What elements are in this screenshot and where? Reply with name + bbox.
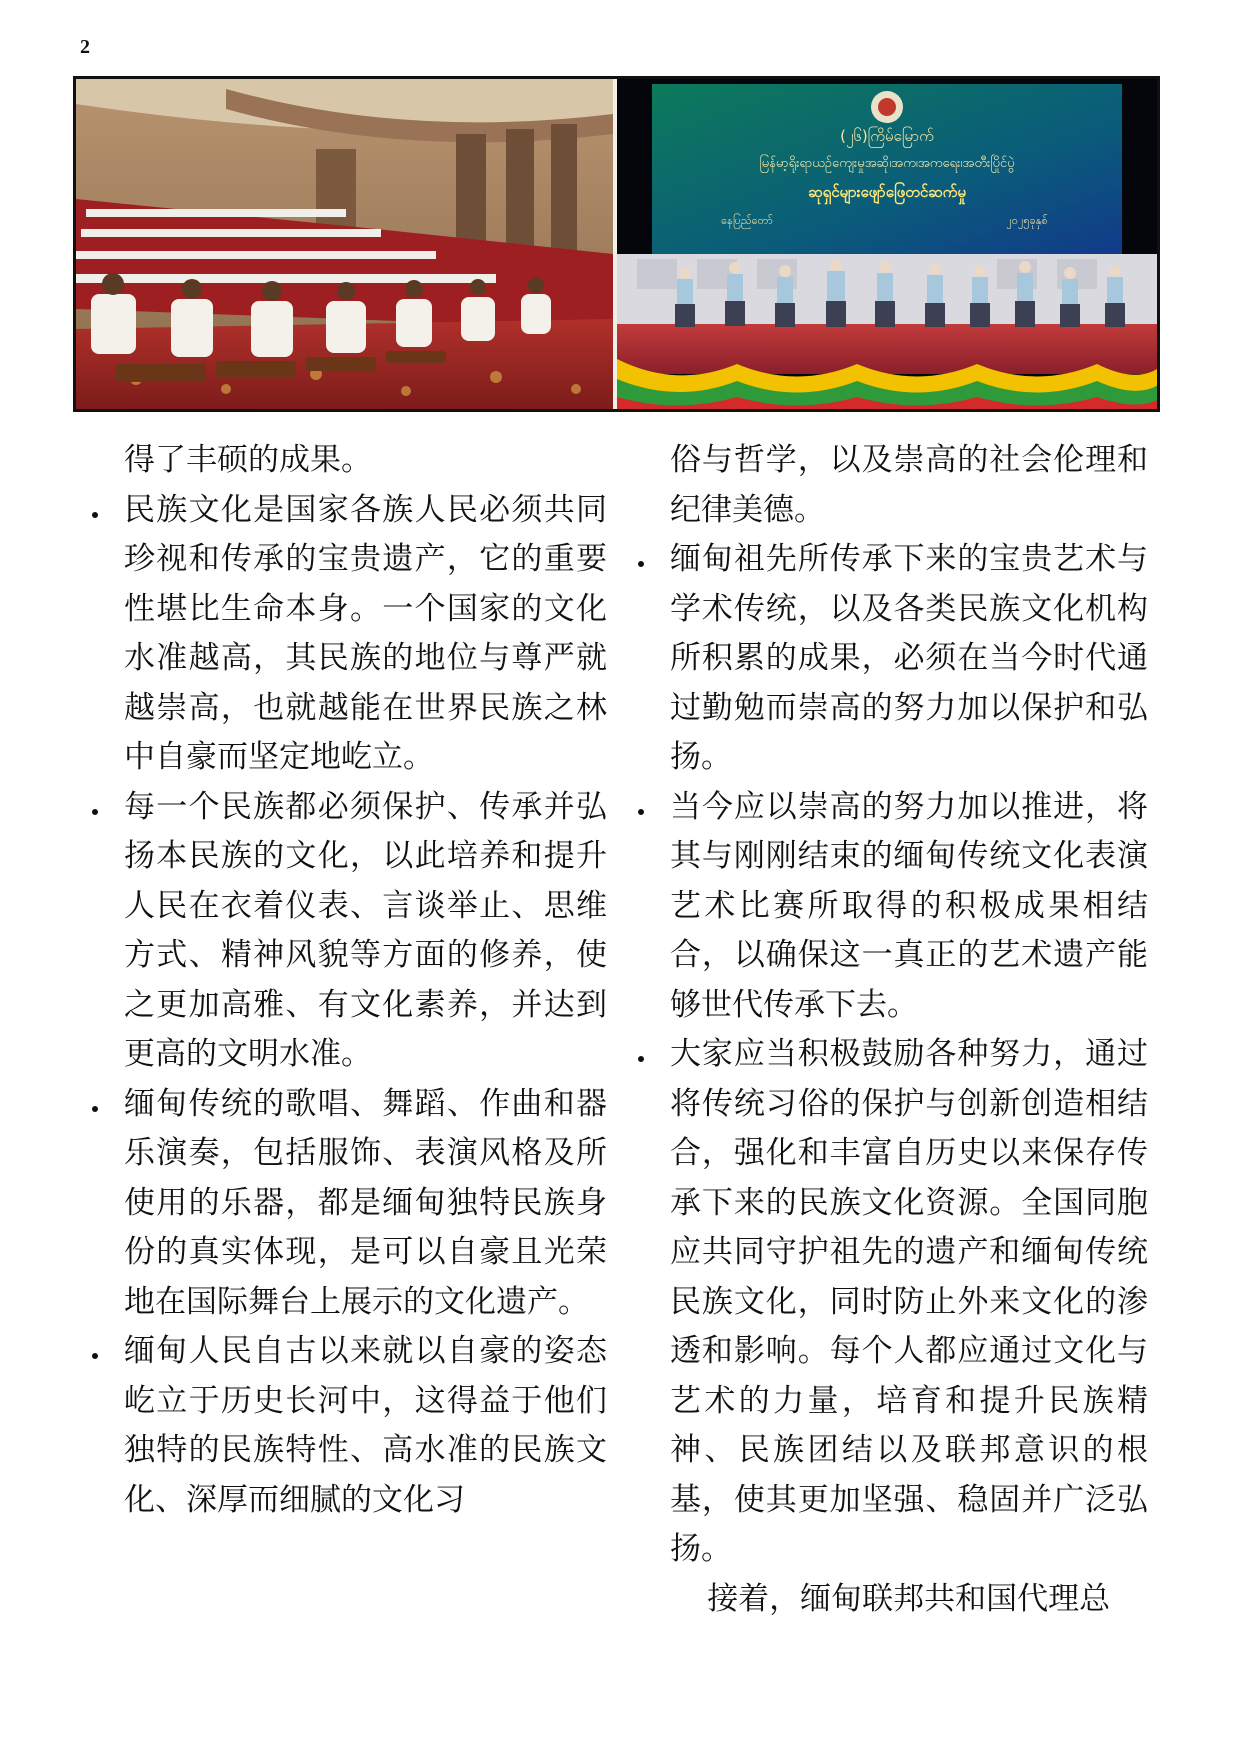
banner-year: ၂၀၂၅ခုနှစ် <box>1006 214 1048 227</box>
left-bullet-list <box>92 486 607 1526</box>
photo-stage-performance <box>617 79 1157 409</box>
list-item: 民族文化是国家各族人民必须共同珍视和传承的宝贵遗产，它的重要性堪比生命本身。一个国家的文化水准越高，其民族的地位与尊严就越崇高，也就越能在世界民族之林中自豪而坚定地屹立。 <box>92 486 607 783</box>
list-item: 缅甸传统的歌唱、舞蹈、作曲和器乐演奏，包括服饰、表演风格及所使用的乐器，都是缅甸独特民族身份的真实体现，是可以自豪且光荣地在国际舞台上展示的文化遗产。 <box>92 1080 607 1328</box>
banner-line-3: ဆုရှင်များဖျော်ဖြေတင်ဆက်မှု <box>808 183 966 201</box>
audience-photo-illustration <box>76 79 613 409</box>
photo-strip <box>73 76 1160 412</box>
right-bullet-list <box>638 535 1148 1575</box>
list-item: 缅甸祖先所传承下来的宝贵艺术与学术传统，以及各类民族文化机构所积累的成果，必须在当今时代通过勤勉而崇高的努力加以保护和弘扬。 <box>638 535 1148 783</box>
list-item: 当今应以崇高的努力加以推进，将其与刚刚结束的缅甸传统文化表演艺术比赛所取得的积极成果相结合，以确保这一真正的艺术遗产能够世代传承下去。 <box>638 783 1148 1031</box>
banner-location: နေပြည်တော် <box>721 214 773 227</box>
list-item: 缅甸人民自古以来就以自豪的姿态屹立于历史长河中，这得益于他们独特的民族特性、高水准的民族文化、深厚而细腻的文化习 <box>92 1327 607 1525</box>
closing-paragraph: 接着，缅甸联邦共和国代理总 <box>707 1580 1111 1617</box>
left-continuation-paragraph: 得了丰硕的成果。 <box>124 442 372 478</box>
right-column <box>638 436 1148 1624</box>
left-column <box>92 436 607 1525</box>
page-number: 2 <box>80 36 90 58</box>
stage-photo-illustration <box>617 79 1157 409</box>
banner-line-1: (၂၆)ကြိမ်မြောက် <box>840 127 934 145</box>
right-continuation-paragraph: 俗与哲学，以及崇高的社会伦理和纪律美德。 <box>670 442 1148 528</box>
list-item: 大家应当积极鼓励各种努力，通过将传统习俗的保护与创新创造相结合，强化和丰富自历史以来保存传承下来的民族文化资源。全国同胞应共同守护祖先的遗产和缅甸传统民族文化，同时防止外来文化的渗透和影响。每个人都应通过文化与艺术的力量，培育和提升民族精神、民族团结以及联邦意识的根基，使其更加坚强、稳固并广泛弘扬。 <box>638 1030 1148 1575</box>
list-item: 每一个民族都必须保护、传承并弘扬本民族的文化，以此培养和提升人民在衣着仪表、言谈举止、思维方式、精神风貌等方面的修养，使之更加高雅、有文化素养，并达到更高的文明水准。 <box>92 783 607 1080</box>
banner-line-2: မြန်မာ့ရိုးရာယဉ်ကျေးမှုအဆို၊အက၊အကရေး၊အတီးပြိုင်ပွဲ <box>759 156 1015 171</box>
photo-audience <box>76 79 613 409</box>
